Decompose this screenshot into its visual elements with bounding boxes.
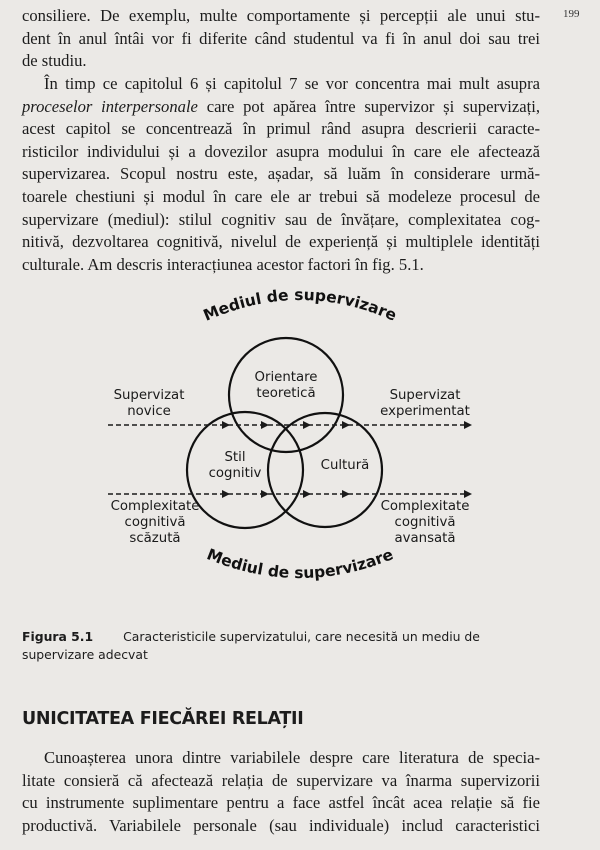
paragraph-intro [22,5,540,73]
label-experienced-supervisee [375,388,475,420]
label-line: experimentat [380,404,470,419]
arrow-head-icon [222,421,230,429]
label-line: Supervizat [113,388,185,403]
arrow-head-icon [303,421,311,429]
label-advanced-cognitive-complexity [375,499,475,547]
text-line: nitivă, dezvoltarea cognitivă, nivelul de experiență și multiplele identități [22,232,540,252]
text-line: toarele chestiuni și modul în care ele ar trebui să modeleze procesul de [22,186,540,206]
text-line: de studiu. [22,51,87,71]
arrow-head-icon [261,490,269,498]
arrow-head-icon [464,421,472,429]
caption-text: Caracteristicile supervizatului, care necesită un mediu de [123,629,480,644]
text-line: dent în anul întâi vor fi diferite când studentul va fi în anul doi sau trei [22,28,540,48]
arrow-head-icon [464,490,472,498]
figure-number: Figura 5.1 [22,629,94,644]
label-line: novice [127,404,171,419]
arrow-head-icon [303,490,311,498]
page-number: 199 [563,8,580,20]
arc-label-top: Mediul de supervizare [200,285,400,325]
text-line: acest capitol se concentrează în primul rând asupra descrierii caracte- [22,119,540,139]
text-line: supervizare (mediul): stilul cognitiv sau de învățare, complexitatea cog- [22,209,540,229]
caption-text-continued: supervizare adecvat [22,647,148,662]
label-line: avansată [394,531,456,546]
text-line: risticilor individului și a dovezilor asupra modului în care ele afectează [22,141,540,161]
label-line: cognitivă [394,515,456,530]
label-novice-supervisee [104,388,194,420]
text-line: Cunoașterea unora dintre variabilele despre care literatura de specia- [44,748,540,767]
paragraph-chapter-focus [22,73,540,276]
label-line: cognitivă [124,515,186,530]
italic-term: proceselor interpersonale [22,96,198,116]
arrow-head-icon [261,421,269,429]
paragraph-section-body [22,747,540,837]
label-low-cognitive-complexity [105,499,205,547]
label-line: Orientare [254,370,318,385]
label-theoretical-orientation [246,370,326,402]
text-line: culturale. Am descris interacțiunea acestor factori în fig. 5.1. [22,254,424,274]
text-line: cu instrumente suplimentare pentru a face astfel încât acea relație să fie [22,793,540,813]
circle-cognitive-style [187,412,303,528]
arrow-head-icon [222,490,230,498]
label-line: cognitiv [208,466,262,481]
circle-culture [268,413,382,527]
text-line [22,96,540,119]
label-line: teoretică [256,386,316,401]
label-line: Complexitate [110,499,200,514]
text-line: supervizarea. Scopul nostru este, așadar, să luăm în considerare urmă- [22,164,540,184]
text-fragment: care pot apărea între supervizor și supervizați, [197,96,540,116]
label-culture [310,458,380,474]
text-line: consiliere. De exemplu, multe comportamente și percepții ale unui stu- [22,6,540,25]
circle-theoretical-orientation [229,338,343,452]
label-line: scăzută [129,531,181,546]
label-cognitive-style [200,450,270,482]
text-line: litate consieră că afectează relația de supervizare va înarma supervizorii [22,770,540,790]
label-line: Stil [224,450,246,465]
figure-caption [22,628,542,664]
arrow-head-icon [342,490,350,498]
label-line: Complexitate [380,499,470,514]
arc-label-bottom: Mediul de supervizare [204,545,396,583]
section-heading: UNICITATEA FIECĂREI RELAȚII [22,709,304,729]
label-line: Supervizat [389,388,461,403]
text-line: productivă. Variabilele personale (sau individuale) includ caracteristici [22,815,540,835]
text-line: În timp ce capitolul 6 și capitolul 7 se vor concentra mai mult asupra [44,74,540,93]
arrow-head-icon [342,421,350,429]
label-line: Cultură [320,458,370,473]
